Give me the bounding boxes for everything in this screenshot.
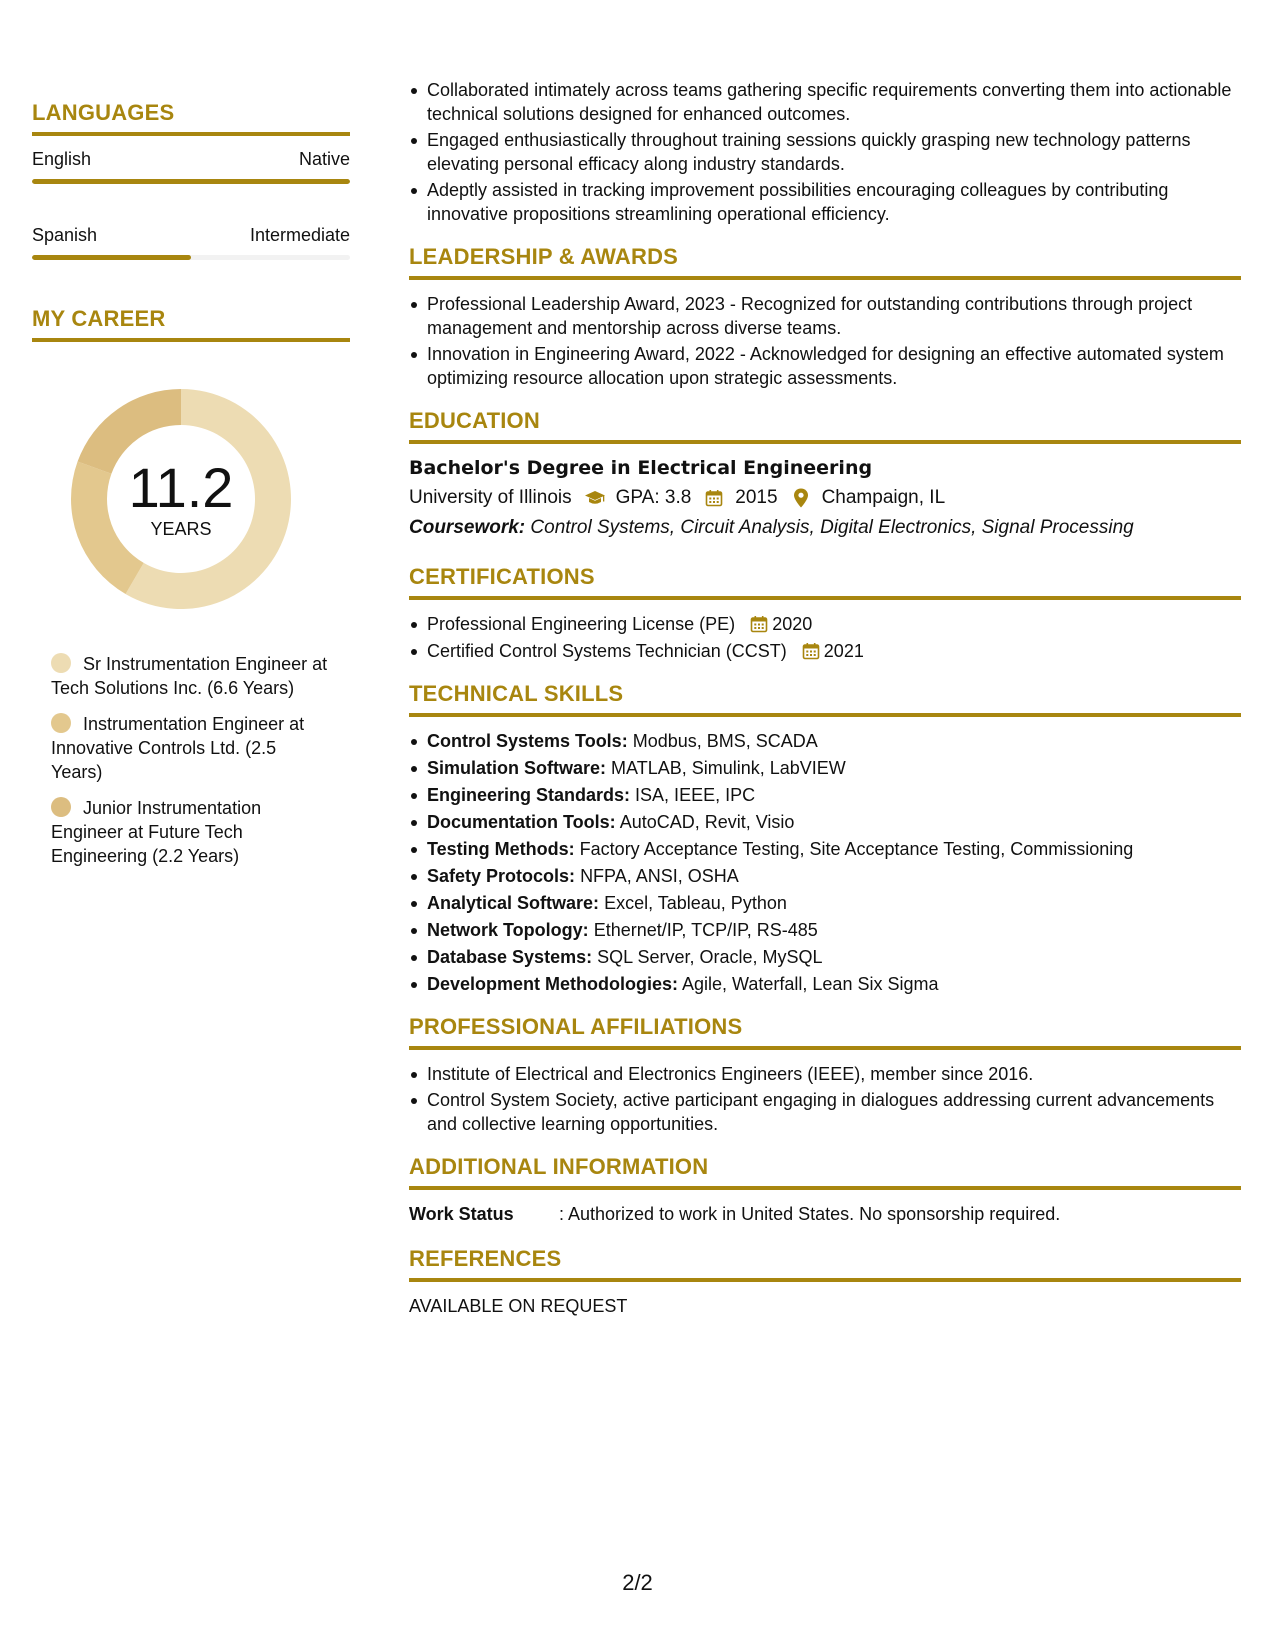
list-item: Control System Society, active participant engaging in dialogues addressing current advancements and collective learning opportunities.: [409, 1088, 1241, 1136]
skill-label: Database Systems:: [427, 947, 593, 967]
skill-value: MATLAB, Simulink, LabVIEW: [611, 758, 846, 778]
list-item: [409, 945, 1241, 969]
education-school: University of Illinois: [409, 487, 572, 508]
career-legend: [32, 652, 332, 868]
affiliations-section: [409, 1014, 1241, 1136]
education-details: [409, 484, 1241, 512]
work-status-value: : Authorized to work in United States. No sponsorship required.: [559, 1204, 1061, 1224]
skill-label: Analytical Software:: [427, 893, 600, 913]
additional-info-section: [409, 1154, 1241, 1226]
skill-label: Control Systems Tools:: [427, 731, 628, 751]
work-status-label: Work Status: [409, 1204, 514, 1224]
list-item: [409, 783, 1241, 807]
additional-info-heading: ADDITIONAL INFORMATION: [409, 1154, 1241, 1190]
language-name: English: [32, 149, 92, 169]
skill-label: Development Methodologies:: [427, 974, 679, 994]
career-total-years: 11.2: [128, 455, 234, 519]
education-year: 2015: [735, 487, 778, 508]
skill-value: Excel, Tableau, Python: [604, 893, 787, 913]
legend-dot-icon: [51, 797, 71, 817]
career-legend-label: Junior Instrumentation Engineer at Future Tech Engineering (2.2 Years): [51, 798, 262, 866]
skill-value: Agile, Waterfall, Lean Six Sigma: [682, 974, 939, 994]
leadership-heading: LEADERSHIP & AWARDS: [409, 244, 1241, 280]
calendar-icon: [750, 615, 768, 633]
career-legend-item: [51, 652, 332, 700]
language-name: Spanish: [32, 225, 98, 245]
coursework-list: Control Systems, Circuit Analysis, Digital Electronics, Signal Processing: [530, 517, 1134, 538]
education-heading: EDUCATION: [409, 408, 1241, 444]
main-content: [409, 78, 1241, 1318]
list-item: [409, 837, 1241, 861]
references-section: [409, 1246, 1241, 1318]
references-heading: REFERENCES: [409, 1246, 1241, 1282]
leadership-section: [409, 244, 1241, 390]
list-item: Engaged enthusiastically throughout training sessions quickly grasping new technology patterns elevating personal efficacy along industry standards.: [409, 128, 1241, 176]
list-item: Collaborated intimately across teams gathering specific requirements converting them into actionable technical solutions designed for enhanced outcomes.: [409, 78, 1241, 126]
certifications-heading: CERTIFICATIONS: [409, 564, 1241, 600]
skill-value: Factory Acceptance Testing, Site Acceptance Testing, Commissioning: [579, 839, 1134, 859]
list-item: Adeptly assisted in tracking improvement possibilities encouraging colleagues by contributing innovative propositions streamlining operational efficiency.: [409, 178, 1241, 226]
list-item: [409, 972, 1241, 996]
education-degree: Bachelor's Degree in Electrical Engineering: [409, 457, 873, 479]
certification-name: Professional Engineering License (PE): [427, 614, 736, 634]
coursework-label: Coursework:: [409, 517, 526, 538]
affiliations-heading: PROFESSIONAL AFFILIATIONS: [409, 1014, 1241, 1050]
skill-value: SQL Server, Oracle, MySQL: [597, 947, 823, 967]
skill-value: AutoCAD, Revit, Visio: [619, 812, 795, 832]
languages-heading: LANGUAGES: [32, 100, 350, 136]
career-donut-chart: [66, 384, 296, 614]
skill-label: Simulation Software:: [427, 758, 607, 778]
education-coursework: [409, 514, 1241, 542]
legend-dot-icon: [51, 653, 71, 673]
career-total-unit: YEARS: [150, 518, 212, 539]
certifications-section: [409, 564, 1241, 663]
list-item: Institute of Electrical and Electronics Engineers (IEEE), member since 2016.: [409, 1062, 1241, 1086]
career-legend-label: Instrumentation Engineer at Innovative Controls Ltd. (2.5 Years): [51, 714, 305, 782]
list-item: [409, 729, 1241, 753]
skill-label: Testing Methods:: [427, 839, 575, 859]
location-pin-icon: [790, 488, 812, 508]
skill-label: Safety Protocols:: [427, 866, 576, 886]
skill-label: Documentation Tools:: [427, 812, 616, 832]
skills-heading: TECHNICAL SKILLS: [409, 681, 1241, 717]
career-legend-item: [51, 712, 332, 784]
list-item: [409, 891, 1241, 915]
list-item: [409, 810, 1241, 834]
career-legend-item: [51, 796, 332, 868]
education-location: Champaign, IL: [821, 487, 946, 508]
calendar-icon: [703, 488, 725, 508]
career-heading: MY CAREER: [32, 306, 350, 342]
list-item: [409, 612, 1241, 636]
list-item: [409, 864, 1241, 888]
certification-name: Certified Control Systems Technician (CCST): [427, 641, 787, 661]
legend-dot-icon: [51, 713, 71, 733]
skill-label: Network Topology:: [427, 920, 589, 940]
list-item: [409, 918, 1241, 942]
references-text: AVAILABLE ON REQUEST: [409, 1296, 628, 1316]
education-section: [409, 408, 1241, 542]
skill-value: Ethernet/IP, TCP/IP, RS-485: [593, 920, 818, 940]
language-proficiency-fill: [32, 179, 350, 184]
skill-value: NFPA, ANSI, OSHA: [580, 866, 739, 886]
language-proficiency-bar: [32, 179, 350, 184]
list-item: Innovation in Engineering Award, 2022 - Acknowledged for designing an effective automated system optimizing resource allocation upon strategic assessments.: [409, 342, 1241, 390]
list-item: [409, 756, 1241, 780]
list-item: [409, 639, 1241, 663]
experience-bullets: [409, 78, 1241, 226]
language-item: [32, 148, 350, 184]
certification-year: 2020: [772, 614, 813, 634]
graduation-cap-icon: [584, 488, 606, 508]
skills-section: [409, 681, 1241, 996]
list-item: Professional Leadership Award, 2023 - Recognized for outstanding contributions through project management and mentorship across diverse teams.: [409, 292, 1241, 340]
language-level: Intermediate: [249, 225, 350, 245]
sidebar: [32, 100, 350, 880]
career-legend-label: Sr Instrumentation Engineer at Tech Solutions Inc. (6.6 Years): [51, 654, 328, 698]
language-level: Native: [298, 149, 350, 169]
language-proficiency-fill: [32, 255, 191, 260]
skill-value: Modbus, BMS, SCADA: [632, 731, 818, 751]
education-gpa: GPA: 3.8: [615, 487, 692, 508]
page-number: 2/2: [622, 1570, 653, 1595]
calendar-icon: [802, 642, 820, 660]
skill-label: Engineering Standards:: [427, 785, 631, 805]
language-proficiency-bar: [32, 255, 350, 260]
skill-value: ISA, IEEE, IPC: [635, 785, 756, 805]
certification-year: 2021: [823, 641, 864, 661]
language-item: [32, 224, 350, 260]
